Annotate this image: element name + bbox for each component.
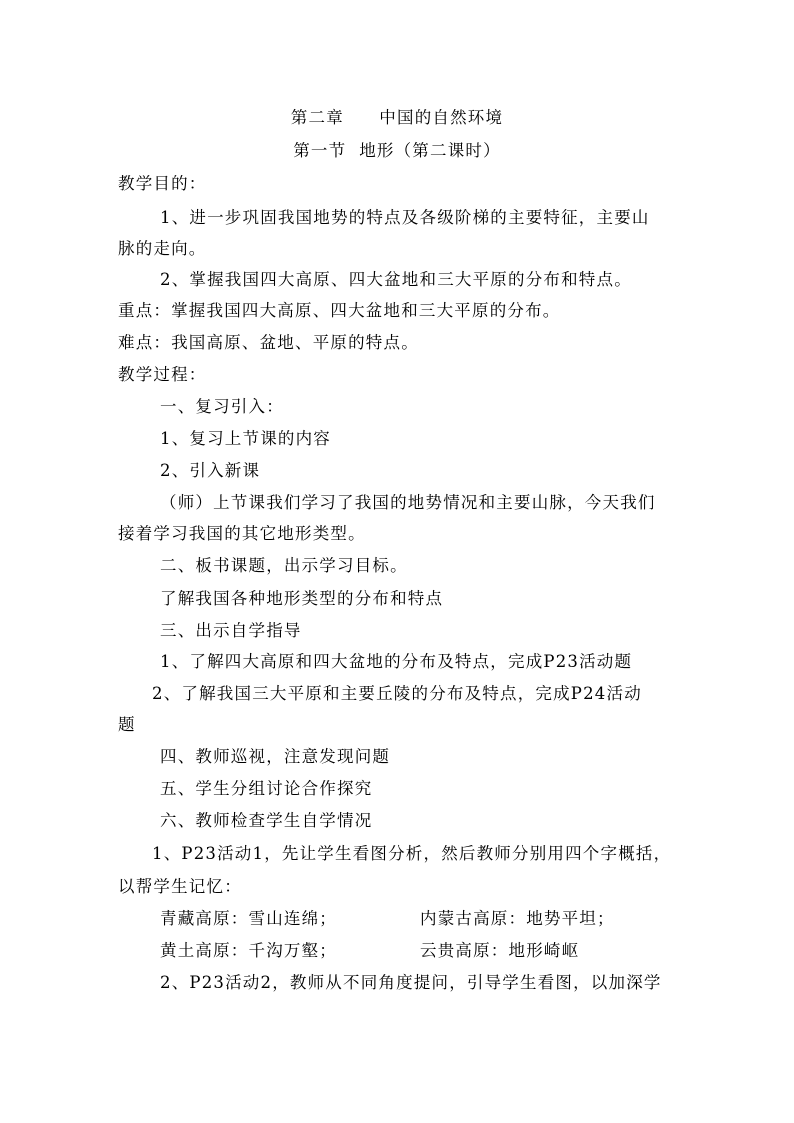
- objective-item-2: 2、掌握我国四大高原、四大盆地和三大平原的分布和特点。: [160, 270, 632, 289]
- guide-2-line-1: 2、了解我国三大平原和主要丘陵的分布及特点，完成P24活动: [152, 684, 642, 703]
- key-point: 重点：掌握我国四大高原、四大盆地和三大平原的分布。: [118, 301, 561, 320]
- process-heading: 教学过程：: [118, 365, 207, 384]
- plateau-qinghai-tibet: 青藏高原：雪山连绵；: [160, 909, 337, 928]
- objective-item-1-line-1: 1、进一步巩固我国地势的特点及各级阶梯的主要特征，主要山: [160, 208, 650, 227]
- step-1-sub-2: 2、引入新课: [160, 461, 261, 480]
- step-4: 四、教师巡视，注意发现问题: [160, 747, 391, 766]
- step-5: 五、学生分组讨论合作探究: [160, 779, 373, 798]
- plateau-inner-mongolia: 内蒙古高原：地势平坦；: [420, 909, 615, 928]
- teacher-speech-line-1: （师）上节课我们学习了我国的地势情况和主要山脉，今天我们: [160, 493, 656, 512]
- step-1: 一、复习引入：: [160, 397, 284, 416]
- learning-goal: 了解我国各种地形类型的分布和特点: [160, 589, 444, 608]
- step-6: 六、教师检查学生自学情况: [160, 811, 373, 830]
- plateau-yunnan-guizhou: 云贵高原：地形崎岖: [420, 941, 580, 960]
- chapter-title: 第二章 中国的自然环境: [290, 108, 504, 127]
- section-title: 第一节 地形（第二课时）: [293, 141, 501, 160]
- plateau-loess: 黄土高原：千沟万壑；: [160, 941, 337, 960]
- objective-item-1-line-2: 脉的走向。: [118, 239, 207, 258]
- guide-2-line-2: 题: [118, 715, 136, 734]
- difficult-point: 难点：我国高原、盆地、平原的特点。: [118, 333, 419, 352]
- guide-1: 1、了解四大高原和四大盆地的分布及特点，完成P23活动题: [160, 652, 633, 671]
- step-3: 三、出示自学指导: [160, 621, 302, 640]
- activity-1-line-2: 以帮学生记忆：: [118, 877, 242, 896]
- activity-1-line-1: 1、P23活动1，先让学生看图分析，然后教师分别用四个字概括，: [152, 844, 672, 863]
- objectives-heading: 教学目的：: [118, 174, 207, 193]
- activity-2-line-1: 2、P23活动2，教师从不同角度提问，引导学生看图，以加深学: [160, 973, 662, 992]
- step-1-sub-1: 1、复习上节课的内容: [160, 429, 331, 448]
- teacher-speech-line-2: 接着学习我国的其它地形类型。: [118, 524, 366, 543]
- step-2: 二、板书课题，出示学习目标。: [160, 556, 408, 575]
